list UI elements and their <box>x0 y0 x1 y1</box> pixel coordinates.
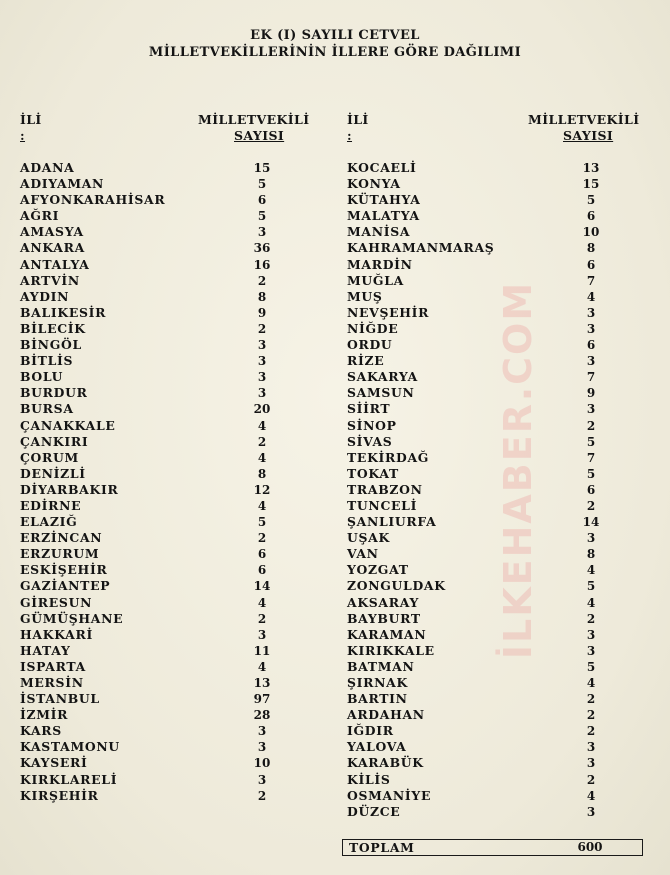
province-name: VAN <box>347 546 379 562</box>
province-name: HATAY <box>20 642 71 658</box>
deputy-count: 7 <box>586 370 596 385</box>
province-name: ANKARA <box>20 240 85 256</box>
list-item <box>20 772 320 788</box>
list-item <box>20 595 320 611</box>
list-item <box>20 273 320 289</box>
deputy-count: 6 <box>586 482 596 497</box>
deputy-count: 10 <box>582 225 600 240</box>
province-name: IĞDIR <box>347 723 394 739</box>
list-item <box>20 788 320 804</box>
province-name: ADANA <box>20 160 75 175</box>
deputy-count: 3 <box>257 772 267 787</box>
deputy-count: 3 <box>586 402 596 417</box>
list-item <box>347 176 647 192</box>
province-name: BİTLİS <box>20 353 74 369</box>
province-name: MARDİN <box>347 256 413 272</box>
deputy-count: 6 <box>586 338 596 353</box>
deputy-count: 15 <box>253 161 271 175</box>
province-name: BATMAN <box>347 658 415 674</box>
province-name: BURDUR <box>20 385 88 401</box>
deputy-count: 7 <box>586 273 596 288</box>
total-row <box>342 839 643 856</box>
deputy-count: 14 <box>253 579 271 594</box>
province-name: KÜTAHYA <box>347 192 421 208</box>
province-name: OSMANİYE <box>347 787 432 803</box>
province-name: ELAZIĞ <box>20 514 78 530</box>
province-name: ŞANLIURFA <box>347 514 437 530</box>
province-name: TEKİRDAĞ <box>347 449 430 465</box>
deputy-count: 2 <box>257 611 267 626</box>
list-item <box>20 498 320 514</box>
deputy-count: 4 <box>586 289 596 304</box>
right-header-il: İLİ <box>347 112 369 127</box>
watermark: İLKEHABER.COM <box>496 280 540 660</box>
deputy-count: 3 <box>257 225 267 240</box>
province-name: SAKARYA <box>347 369 418 385</box>
deputy-count: 97 <box>253 692 271 707</box>
list-item <box>20 418 320 434</box>
province-name: ORDU <box>347 337 393 353</box>
list-item <box>20 562 320 578</box>
deputy-count: 13 <box>253 676 271 690</box>
province-name: AYDIN <box>20 288 70 304</box>
province-name: BİNGÖL <box>20 337 82 353</box>
total-value: 600 <box>577 840 603 854</box>
province-name: KARS <box>20 723 62 739</box>
province-name: MERSİN <box>20 675 84 690</box>
province-name: ARDAHAN <box>347 707 425 723</box>
list-item <box>20 337 320 353</box>
deputy-count: 15 <box>582 177 600 192</box>
province-name: ZONGULDAK <box>347 578 446 594</box>
province-name: BURSA <box>20 401 74 417</box>
province-name: BARTIN <box>347 691 408 707</box>
province-name: ISPARTA <box>20 658 86 674</box>
deputy-count: 8 <box>586 547 596 562</box>
province-name: RİZE <box>347 353 385 369</box>
deputy-count: 4 <box>586 563 596 578</box>
deputy-count: 36 <box>253 241 271 256</box>
province-name: AĞRI <box>20 208 60 224</box>
deputy-count: 12 <box>253 482 271 497</box>
deputy-count: 5 <box>586 193 596 208</box>
province-name: AFYONKARAHİSAR <box>20 192 166 208</box>
province-name: GİRESUN <box>20 594 93 610</box>
deputy-count: 4 <box>586 595 596 610</box>
list-item <box>347 224 647 240</box>
province-name: KAYSERİ <box>20 755 88 771</box>
list-item <box>347 208 647 224</box>
deputy-count: 4 <box>257 498 267 513</box>
deputy-count: 2 <box>586 724 596 739</box>
list-item <box>347 804 647 820</box>
deputy-count: 5 <box>257 177 267 192</box>
deputy-count: 3 <box>257 370 267 385</box>
list-item <box>20 755 320 771</box>
province-name: MALATYA <box>347 208 420 224</box>
province-name: BOLU <box>20 369 64 385</box>
list-item <box>347 788 647 804</box>
deputy-count: 4 <box>257 659 267 674</box>
province-name: GÜMÜŞHANE <box>20 610 124 626</box>
province-name: ERZURUM <box>20 546 100 562</box>
list-item <box>20 578 320 594</box>
list-item <box>20 675 320 691</box>
province-name: EDİRNE <box>20 497 82 513</box>
list-item <box>20 611 320 627</box>
province-name: İSTANBUL <box>20 691 100 707</box>
list-item <box>20 723 320 739</box>
deputy-count: 3 <box>586 305 596 320</box>
list-item <box>20 691 320 707</box>
list-item <box>20 208 320 224</box>
left-province-list <box>20 160 320 804</box>
deputy-count: 6 <box>257 193 267 208</box>
deputy-count: 5 <box>586 659 596 674</box>
left-header-milletvekili: MİLLETVEKİLİ <box>198 112 310 127</box>
province-name: KARAMAN <box>347 626 427 642</box>
deputy-count: 8 <box>257 466 267 481</box>
deputy-count: 13 <box>582 161 600 175</box>
province-name: BAYBURT <box>347 610 421 626</box>
deputy-count: 5 <box>257 515 267 530</box>
left-header-colon: : <box>20 128 26 143</box>
list-item <box>20 739 320 755</box>
deputy-count: 6 <box>257 547 267 562</box>
deputy-count: 20 <box>253 402 271 417</box>
list-item <box>20 385 320 401</box>
list-item <box>20 482 320 498</box>
deputy-count: 2 <box>257 434 267 449</box>
deputy-count: 8 <box>257 289 267 304</box>
province-name: YALOVA <box>347 739 407 755</box>
province-name: AKSARAY <box>347 594 419 610</box>
deputy-count: 3 <box>257 338 267 353</box>
province-name: DÜZCE <box>347 803 401 819</box>
deputy-count: 3 <box>257 354 267 369</box>
list-item <box>347 192 647 208</box>
list-item <box>347 691 647 707</box>
deputy-count: 11 <box>253 643 271 658</box>
province-name: KİLİS <box>347 771 391 787</box>
list-item <box>20 401 320 417</box>
list-item <box>347 723 647 739</box>
deputy-count: 3 <box>586 804 596 819</box>
deputy-count: 8 <box>586 241 596 256</box>
list-item <box>347 675 647 691</box>
province-name: AMASYA <box>20 224 84 240</box>
deputy-count: 3 <box>257 724 267 739</box>
deputy-count: 2 <box>257 321 267 336</box>
province-name: TRABZON <box>347 481 423 497</box>
right-header-sayisi: SAYISI <box>563 128 614 143</box>
deputy-count: 14 <box>582 515 600 530</box>
list-item <box>20 643 320 659</box>
list-item <box>20 466 320 482</box>
province-name: KARABÜK <box>347 755 424 771</box>
deputy-count: 3 <box>586 643 596 658</box>
deputy-count: 10 <box>253 756 271 771</box>
list-item <box>20 627 320 643</box>
province-name: KIRKLARELİ <box>20 771 118 787</box>
deputy-count: 2 <box>586 772 596 787</box>
document-title: EK (I) SAYILI CETVEL <box>250 28 420 43</box>
province-name: DİYARBAKIR <box>20 481 119 497</box>
province-name: ARTVİN <box>20 272 80 288</box>
province-name: NİĞDE <box>347 320 399 336</box>
list-item <box>20 257 320 273</box>
list-item <box>20 160 320 176</box>
list-item <box>347 707 647 723</box>
list-item <box>347 772 647 788</box>
province-name: ÇANKIRI <box>20 433 89 449</box>
deputy-count: 3 <box>257 627 267 642</box>
province-name: SİVAS <box>347 433 393 449</box>
deputy-count: 4 <box>586 676 596 690</box>
province-name: KOCAELİ <box>347 160 417 175</box>
province-name: MANİSA <box>347 224 411 240</box>
province-name: HAKKARİ <box>20 626 93 642</box>
deputy-count: 3 <box>257 740 267 755</box>
province-name: SAMSUN <box>347 385 415 401</box>
deputy-count: 7 <box>586 450 596 465</box>
deputy-count: 5 <box>257 209 267 224</box>
right-header-colon: : <box>347 128 353 143</box>
deputy-count: 3 <box>586 531 596 546</box>
province-name: MUŞ <box>347 288 383 304</box>
deputy-count: 2 <box>257 788 267 803</box>
province-name: MUĞLA <box>347 272 404 288</box>
deputy-count: 16 <box>253 257 271 272</box>
province-name: KIRIKKALE <box>347 642 435 658</box>
deputy-count: 3 <box>586 354 596 369</box>
province-name: SİNOP <box>347 417 397 433</box>
deputy-count: 3 <box>257 386 267 401</box>
list-item <box>20 289 320 305</box>
list-item <box>20 176 320 192</box>
province-name: BALIKESİR <box>20 304 107 320</box>
province-name: ERZİNCAN <box>20 530 103 546</box>
list-item <box>20 530 320 546</box>
list-item <box>347 257 647 273</box>
province-name: KASTAMONU <box>20 739 120 755</box>
deputy-count: 4 <box>257 450 267 465</box>
deputy-count: 5 <box>586 466 596 481</box>
list-item <box>20 514 320 530</box>
list-item <box>20 240 320 256</box>
deputy-count: 2 <box>257 531 267 546</box>
list-item <box>347 659 647 675</box>
deputy-count: 2 <box>586 418 596 433</box>
deputy-count: 2 <box>586 498 596 513</box>
province-name: ÇANAKKALE <box>20 417 116 433</box>
deputy-count: 4 <box>257 418 267 433</box>
right-header-milletvekili: MİLLETVEKİLİ <box>528 112 640 127</box>
province-name: ESKİŞEHİR <box>20 562 108 578</box>
list-item <box>20 450 320 466</box>
deputy-count: 3 <box>586 627 596 642</box>
document-subtitle: MİLLETVEKİLLERİNİN İLLERE GÖRE DAĞILIMI <box>148 45 522 60</box>
list-item <box>20 353 320 369</box>
deputy-count: 2 <box>586 611 596 626</box>
list-item <box>20 321 320 337</box>
deputy-count: 3 <box>586 740 596 755</box>
province-name: ADIYAMAN <box>20 176 105 192</box>
list-item <box>347 739 647 755</box>
deputy-count: 3 <box>586 321 596 336</box>
province-name: NEVŞEHİR <box>347 304 430 320</box>
deputy-count: 2 <box>586 708 596 723</box>
list-item <box>20 305 320 321</box>
list-item <box>20 659 320 675</box>
province-name: BİLECİK <box>20 320 86 336</box>
list-item <box>347 755 647 771</box>
total-label: TOPLAM <box>349 840 415 855</box>
province-name: YOZGAT <box>347 562 409 578</box>
deputy-count: 28 <box>253 708 271 723</box>
province-name: GAZİANTEP <box>20 578 111 594</box>
deputy-count: 9 <box>586 386 596 401</box>
province-name: SİİRT <box>347 401 391 417</box>
list-item <box>20 192 320 208</box>
list-item <box>20 546 320 562</box>
province-name: TUNCELİ <box>347 497 418 513</box>
province-name: KIRŞEHİR <box>20 787 99 803</box>
province-name: ÇORUM <box>20 449 79 465</box>
deputy-count: 4 <box>586 788 596 803</box>
deputy-count: 2 <box>586 692 596 707</box>
deputy-count: 4 <box>257 595 267 610</box>
province-name: ANTALYA <box>20 256 90 272</box>
list-item <box>20 224 320 240</box>
deputy-count: 6 <box>586 209 596 224</box>
deputy-count: 9 <box>257 305 267 320</box>
province-name: TOKAT <box>347 465 399 481</box>
deputy-count: 6 <box>586 257 596 272</box>
list-item <box>347 240 647 256</box>
list-item <box>20 707 320 723</box>
province-name: UŞAK <box>347 530 390 546</box>
list-item <box>20 369 320 385</box>
deputy-count: 3 <box>586 756 596 771</box>
deputy-count: 5 <box>586 579 596 594</box>
deputy-count: 2 <box>257 273 267 288</box>
province-name: KAHRAMANMARAŞ <box>347 240 495 256</box>
province-name: DENİZLİ <box>20 465 86 481</box>
deputy-count: 6 <box>257 563 267 578</box>
list-item <box>20 434 320 450</box>
province-name: İZMİR <box>20 707 69 723</box>
left-header-il: İLİ <box>20 112 42 127</box>
deputy-count: 5 <box>586 434 596 449</box>
list-item <box>347 160 647 176</box>
left-header-sayisi: SAYISI <box>234 128 285 143</box>
province-name: ŞIRNAK <box>347 675 408 690</box>
province-name: KONYA <box>347 176 401 192</box>
